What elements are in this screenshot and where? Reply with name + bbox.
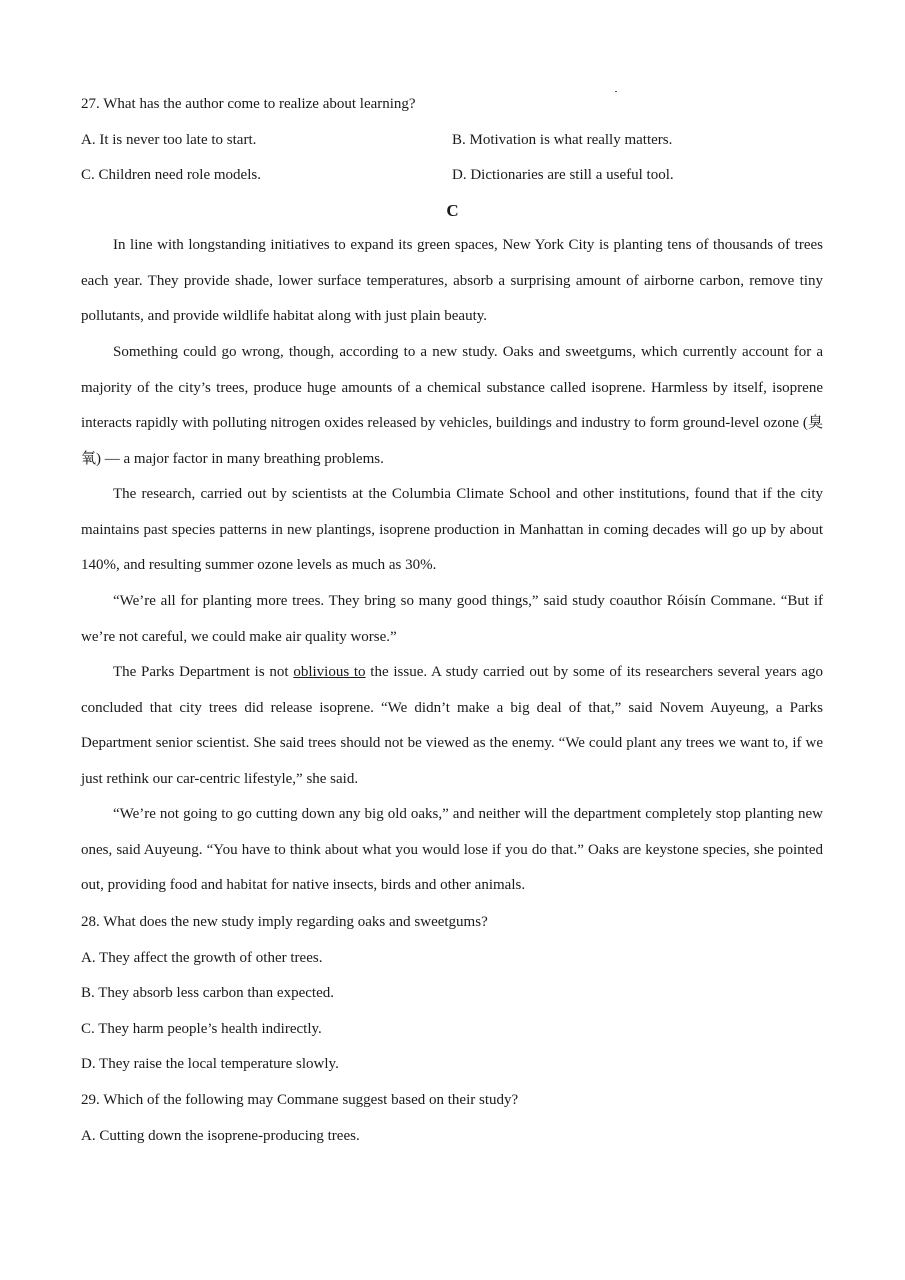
scan-speck — [615, 91, 617, 92]
q27-option-a: A. It is never too late to start. — [81, 132, 257, 148]
q28-option-a: A. They affect the growth of other trees. — [81, 950, 323, 966]
q27-option-c: C. Children need role models. — [81, 167, 261, 183]
q27-option-d: D. Dictionaries are still a useful tool. — [452, 167, 674, 183]
underlined-phrase: oblivious to — [293, 664, 366, 680]
q27-option-b: B. Motivation is what really matters. — [452, 132, 673, 148]
q28-option-d: D. They raise the local temperature slowly. — [81, 1056, 339, 1072]
passage-label: C — [446, 201, 459, 220]
p5-text-before: The Parks Department is not — [113, 664, 294, 680]
q29-stem: 29. Which of the following may Commane suggest based on their study? — [81, 1092, 519, 1108]
q29-option-a: A. Cutting down the isoprene-producing trees. — [81, 1128, 360, 1144]
passage-paragraph-4: “We’re all for planting more trees. They bring so many good things,” said study coauthor Róisín Commane. “But if we’re not careful, we could make air quality worse.” — [81, 593, 823, 645]
q28-option-c: C. They harm people’s health indirectly. — [81, 1021, 322, 1037]
passage-paragraph-1: In line with longstanding initiatives to expand its green spaces, New York City is planting tens of thousands of trees each year. They provide shade, lower surface temperatures, absorb a surprising amount of airborne carbon, remove tiny pollutants, and provide wildlife habitat along with just plain beauty. — [81, 237, 823, 325]
passage-paragraph-6: “We’re not going to go cutting down any big old oaks,” and neither will the department completely stop planting new ones, said Auyeung. “You have to think about what you would lose if you do that.” Oaks are keystone species, she pointed out, providing food and habitat for native insects, birds and other animals. — [81, 806, 823, 894]
passage-paragraph-5 — [81, 655, 823, 797]
passage-paragraph-2: Something could go wrong, though, according to a new study. Oaks and sweetgums, which currently account for a majority of the city’s trees, produce huge amounts of a chemical substance called isoprene. Harmless by itself, isoprene interacts rapidly with polluting nitrogen oxides released by vehicles, buildings and industry to form ground-level ozone (臭氧) — a major factor in many breathing problems. — [81, 344, 823, 467]
q27-stem: 27. What has the author come to realize about learning? — [81, 96, 416, 112]
p5-text-after: the issue. A study carried out by some of its researchers several years ago concluded that city trees did release isoprene. “We didn’t make a big deal of that,” said Novem Auyeung, a Parks Department senior scientist. She said trees should not be viewed as the enemy. “We could plant any trees we want to, if we just rethink our car-centric lifestyle,” she said. — [81, 664, 823, 787]
q28-option-b: B. They absorb less carbon than expected. — [81, 985, 334, 1001]
q28-stem: 28. What does the new study imply regarding oaks and sweetgums? — [81, 914, 488, 930]
passage-paragraph-3: The research, carried out by scientists at the Columbia Climate School and other institutions, found that if the city maintains past species patterns in new plantings, isoprene production in Manhattan in coming decades will go up by about 140%, and resulting summer ozone levels as much as 30%. — [81, 486, 823, 574]
